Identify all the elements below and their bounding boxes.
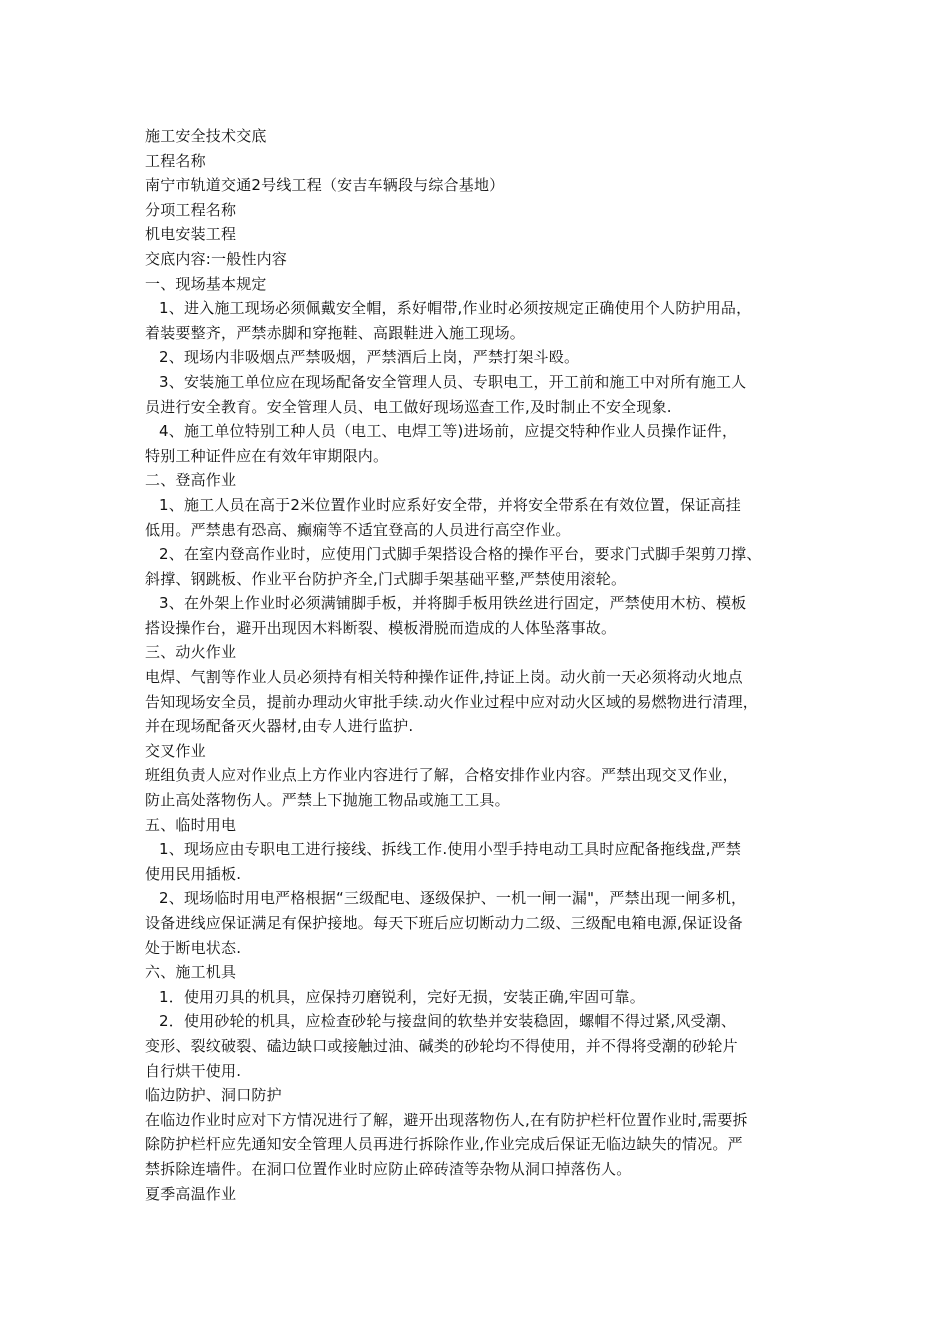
document-line: 处于断电状态.	[145, 938, 242, 957]
document-line: 临边防护、洞口防护	[145, 1086, 282, 1105]
document-line: 1、进入施工现场必须佩戴安全帽，系好帽带,作业时必须按规定正确使用个人防护用品，	[159, 299, 752, 318]
document-line: 并在现场配备灭火器材,由专人进行监护.	[145, 717, 414, 736]
document-line: 在临边作业时应对下方情况进行了解，避开出现落物伤人,在有防护栏杆位置作业时,需要拆	[145, 1110, 748, 1129]
document-line: 一、现场基本规定	[145, 274, 267, 293]
document-line: 禁拆除连墙件。在洞口位置作业时应防止碎砖渣等杂物从洞口掉落伤人。	[145, 1159, 632, 1178]
document-line: 2、现场内非吸烟点严禁吸烟，严禁酒后上岗，严禁打架斗殴。	[159, 348, 580, 367]
document-line: 五、临时用电	[145, 815, 237, 834]
document-line: 2、现场临时用电严格根据“三级配电、逐级保护、一机一闸一漏"，严禁出现一闸多机，	[159, 889, 747, 908]
document-line: 分项工程名称	[145, 200, 237, 219]
document-line: 变形、裂纹破裂、磕边缺口或接触过油、碱类的砂轮均不得使用，并不得将受潮的砂轮片	[145, 1036, 738, 1055]
document-line: 六、施工机具	[145, 963, 237, 982]
document-line: 告知现场安全员，提前办理动火审批手续.动火作业过程中应对动火区域的易燃物进行清理，	[145, 692, 758, 711]
document-line: 机电安装工程	[145, 225, 237, 244]
document-line: 1、施工人员在高于2米位置作业时应系好安全带，并将安全带系在有效位置，保证高挂	[159, 495, 741, 514]
document-line: 4、施工单位特别工种人员（电工、电焊工等)进场前，应提交特种作业人员操作证件，	[159, 422, 738, 441]
document-line: 1、现场应由专职电工进行接线、拆线工作.使用小型手持电动工具时应配备拖线盘,严禁	[159, 840, 742, 859]
document-line: 2、在室内登高作业时，应使用门式脚手架搭设合格的操作平台，要求门式脚手架剪刀撑、	[159, 545, 762, 564]
document-line: 着装要整齐，严禁赤脚和穿拖鞋、高跟鞋进入施工现场。	[145, 323, 526, 342]
document-line: 低用。严禁患有恐高、癫痫等不适宜登高的人员进行高空作业。	[145, 520, 571, 539]
document-line: 3、在外架上作业时必须满铺脚手板，并将脚手板用铁丝进行固定，严禁使用木枋、模板	[159, 594, 747, 613]
document-line: 二、登高作业	[145, 471, 237, 490]
document-line: 员进行安全教育。安全管理人员、电工做好现场巡查工作,及时制止不安全现象.	[145, 397, 672, 416]
document-line: 特别工种证件应在有效年审期限内。	[145, 446, 389, 465]
document-line: 交叉作业	[145, 741, 206, 760]
document-body	[145, 124, 825, 1206]
document-line: 1．使用刃具的机具，应保持刃磨锐利，完好无损，安装正确,牢固可靠。	[159, 987, 645, 1006]
document-line: 2．使用砂轮的机具，应检查砂轮与接盘间的软垫并安装稳固，螺帽不得过紧,风受潮、	[159, 1012, 737, 1031]
document-line: 电焊、气割等作业人员必须持有相关特种操作证件,持证上岗。动火前一天必须将动火地点	[145, 668, 743, 687]
document-line: 设备进线应保证满足有保护接地。每天下班后应切断动力二级、三级配电箱电源,保证设备	[145, 914, 743, 932]
document-line: 夏季高温作业	[145, 1184, 237, 1203]
document-line: 自行烘干使用.	[145, 1061, 242, 1080]
document-line: 施工安全技术交底	[145, 127, 267, 145]
document-line: 除防护栏杆应先通知安全管理人员再进行拆除作业,作业完成后保证无临边缺失的情况。严	[145, 1135, 743, 1154]
document-line: 搭设操作台，避开出现因木料断裂、模板滑脱而造成的人体坠落事故。	[145, 618, 617, 637]
document-line: 交底内容:一般性内容	[145, 249, 288, 268]
document-line: 防止高处落物伤人。严禁上下抛施工物品或施工工具。	[145, 791, 510, 810]
document-line: 三、动火作业	[145, 643, 237, 662]
document-line: 3、安装施工单位应在现场配备安全管理人员、专职电工，开工前和施工中对所有施工人	[159, 372, 747, 391]
document-line: 使用民用插板.	[145, 864, 242, 883]
document-line: 斜撑、钢跳板、作业平台防护齐全,门式脚手架基础平整,严禁使用滚轮。	[145, 569, 627, 588]
document-line: 南宁市轨道交通2号线工程（安吉车辆段与综合基地）	[145, 176, 505, 195]
document-line: 班组负责人应对作业点上方作业内容进行了解，合格安排作业内容。严禁出现交叉作业，	[145, 766, 738, 785]
document-line: 工程名称	[145, 151, 206, 170]
